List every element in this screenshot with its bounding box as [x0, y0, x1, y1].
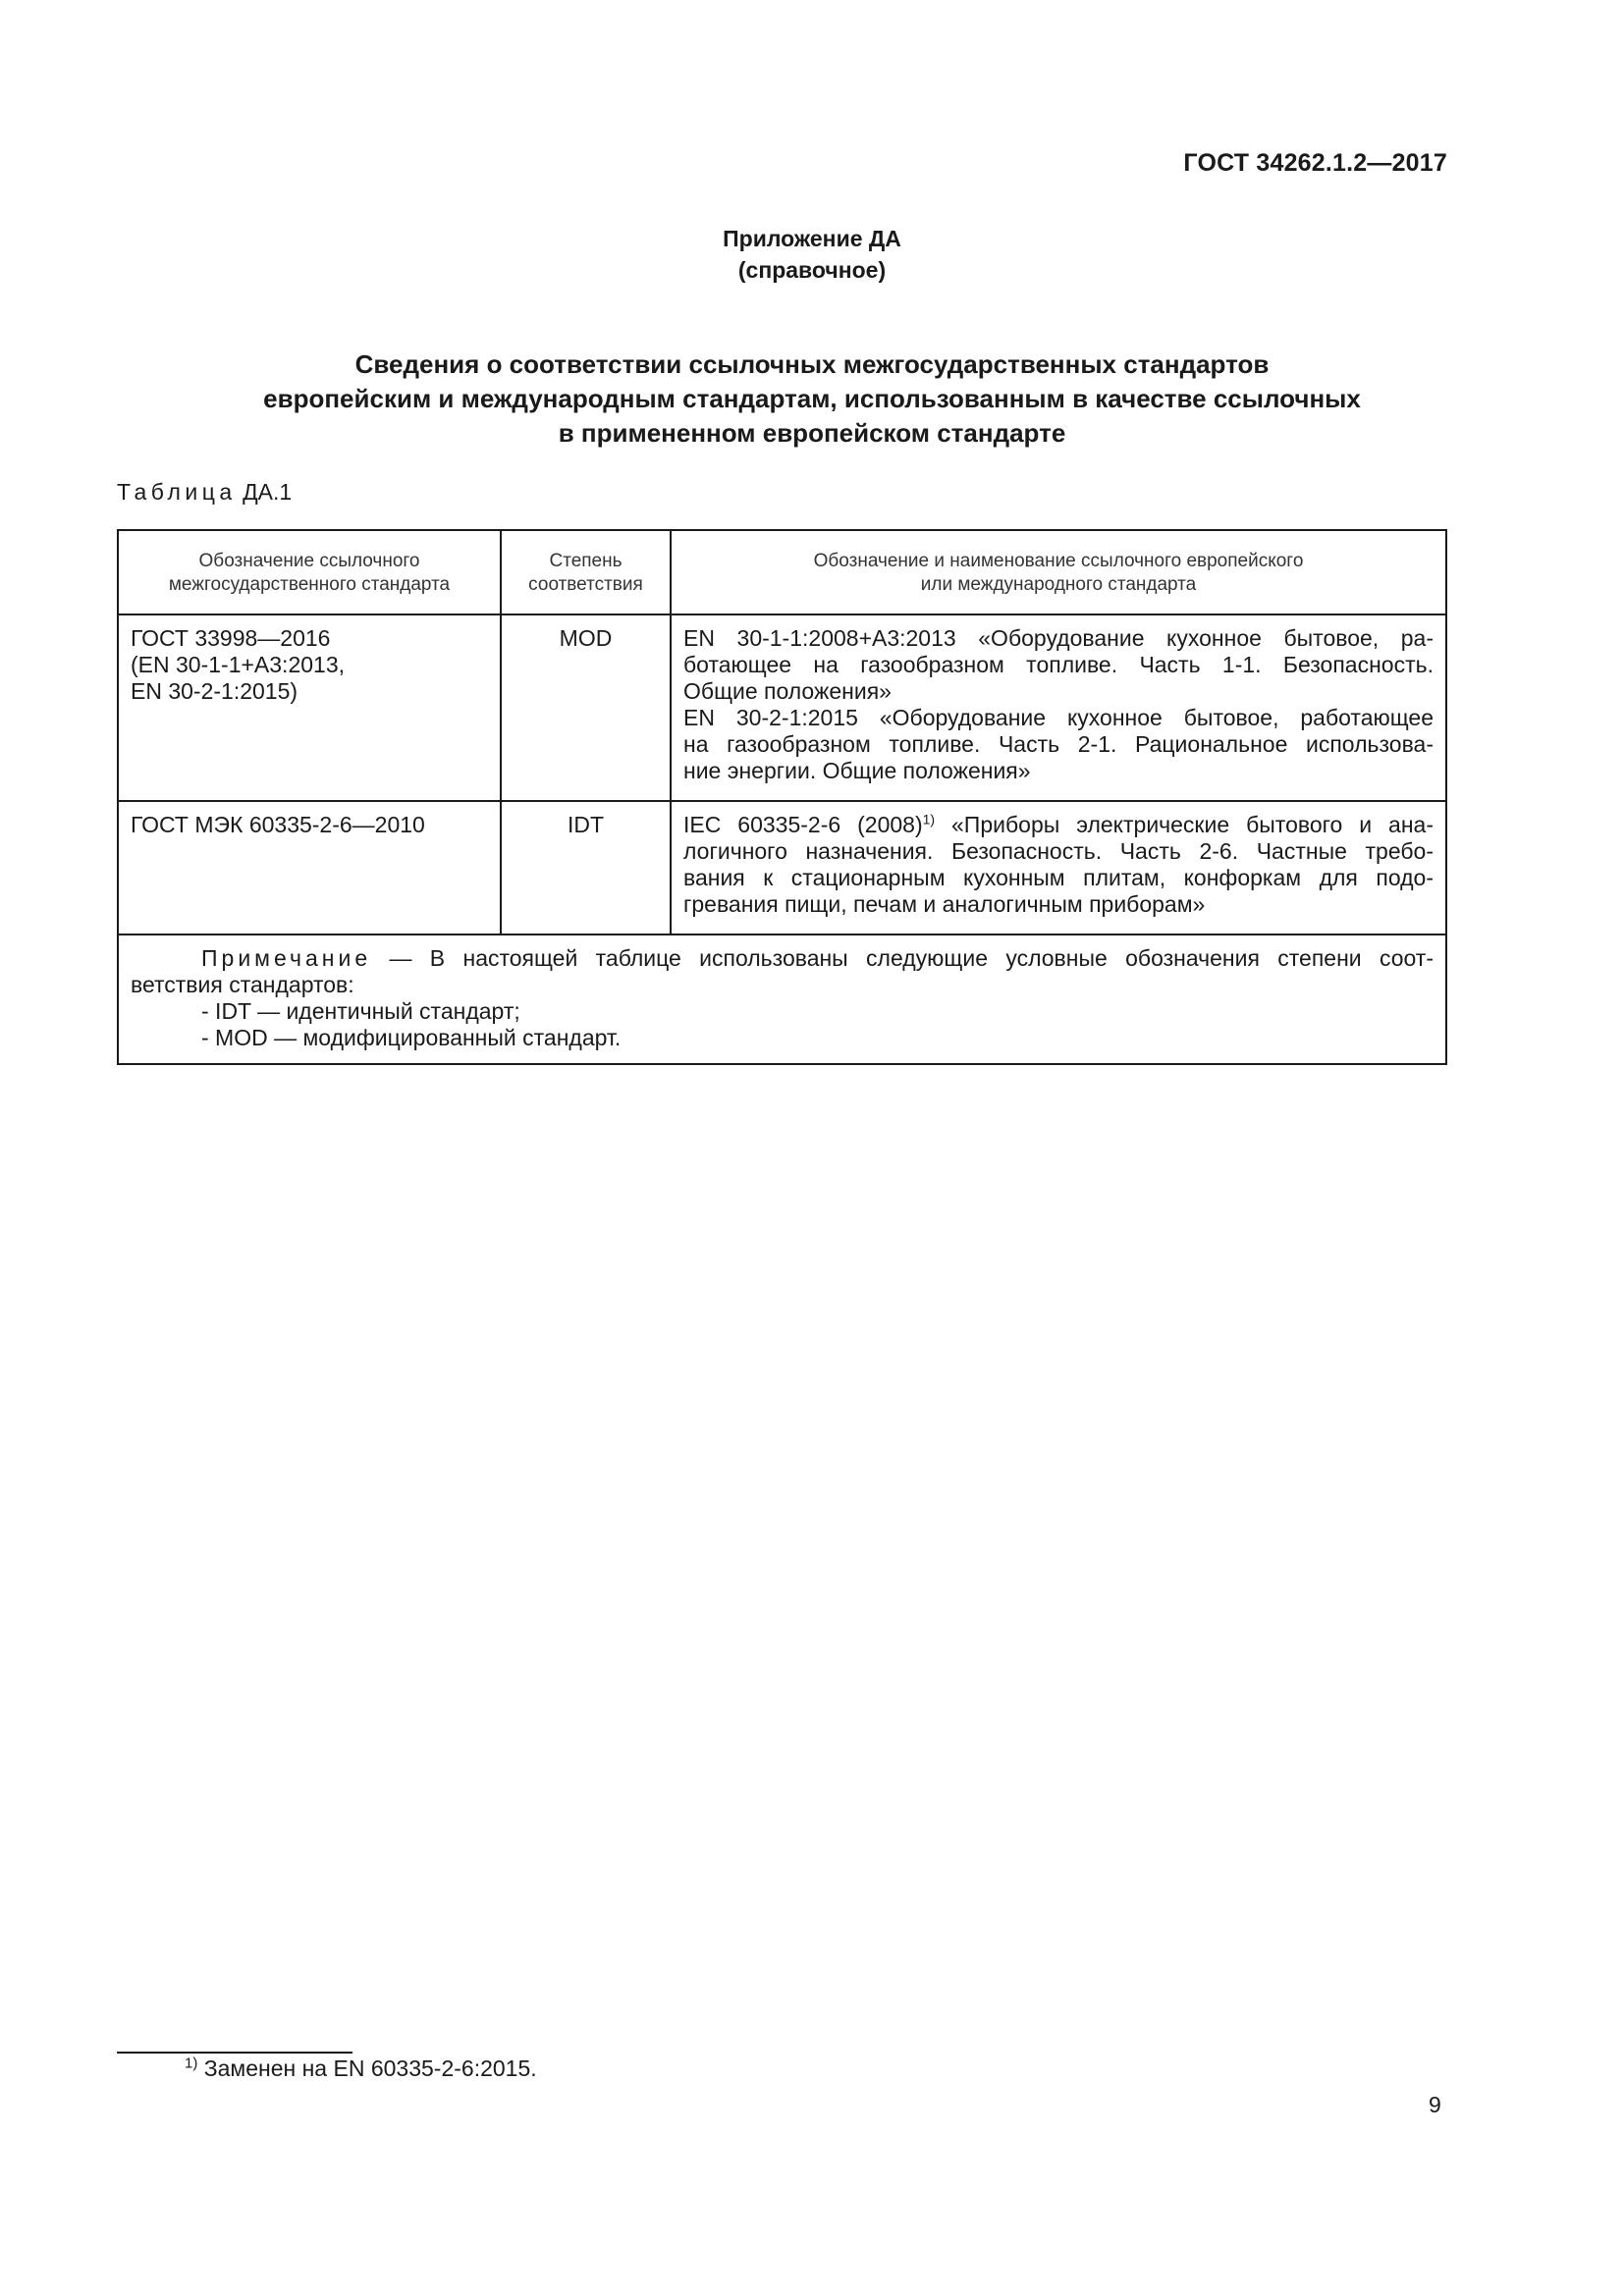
cell-degree: MOD [501, 614, 671, 801]
footnote-separator [117, 2052, 352, 2054]
document-title-line: в примененном европейском стандарте [558, 418, 1066, 448]
header-degree: Степень соответствия [501, 530, 671, 614]
footnote-mark: 1) [185, 2055, 198, 2072]
cell-gost-designation: ГОСТ МЭК 60335-2-6—2010 [118, 801, 501, 934]
correspondence-table [117, 529, 1447, 1065]
document-title-line: европейским и международным стандартам, использованным в качестве ссылочных [263, 384, 1361, 413]
header-reference: Обозначение и наименование ссылочного европейского или международного стандарта [671, 530, 1446, 614]
table-header-row [118, 530, 1446, 614]
header-designation: Обозначение ссылочного межгосударственного стандарта [118, 530, 501, 614]
cell-reference-standard: EN 30-1-1:2008+A3:2013 «Оборудование кухонное бытовое, ра- ботающее на газообразном топливе. Часть 1-1. Безопасность. Общие положения» EN 30-2-1:2015 «Оборудование кухонное бытовое, работающее на газообразном топливе. Часть 2-1. Рациональное использова- ние энергии. Общие положения» [671, 614, 1446, 801]
table-note-row [118, 934, 1446, 1064]
table-row [118, 801, 1446, 934]
document-title-line: Сведения о соответствии ссылочных межгосударственных стандартов [354, 349, 1270, 379]
note-label: Примечание [201, 945, 372, 971]
cell-gost-designation: ГОСТ 33998—2016 (EN 30-1-1+A3:2013, EN 30-2-1:2015) [118, 614, 501, 801]
table-note: Примечание — В настоящей таблице использованы следующие условные обозначения степени соот- ветствия стандартов: - IDT — идентичный стандарт; - MOD — модифицированный стандарт. [118, 934, 1446, 1064]
page-number: 9 [1429, 2092, 1441, 2117]
cell-degree: IDT [501, 801, 671, 934]
note-item: - IDT — идентичный стандарт; [201, 998, 520, 1024]
note-item: - MOD — модифицированный стандарт. [201, 1025, 622, 1050]
standard-id: ГОСТ 34262.1.2—2017 [1183, 149, 1447, 177]
annex-title: Приложение ДА [723, 226, 901, 251]
document-title [0, 347, 1624, 451]
footnote-ref-mark: 1) [922, 811, 936, 828]
table-caption-word: Таблица [117, 479, 237, 505]
annex-kind: (справочное) [737, 257, 887, 283]
footnote: $^{1)}$ Заменен на EN 60335-2-6:2015. [185, 2055, 537, 2081]
table-row [118, 614, 1446, 801]
table-caption-number: ДА.1 [243, 479, 293, 505]
cell-reference-standard: IEC 60335-2-6 $(2008)^{1)}$ «Приборы электрические бытового и ана- логичного назначения. Безопасность. Часть 2-6. Частные требо- вания к стационарным кухонным плитам, конфоркам для подо- гревания пищи, печам и аналогичным приборам» [671, 801, 1446, 934]
table-caption [117, 479, 292, 506]
